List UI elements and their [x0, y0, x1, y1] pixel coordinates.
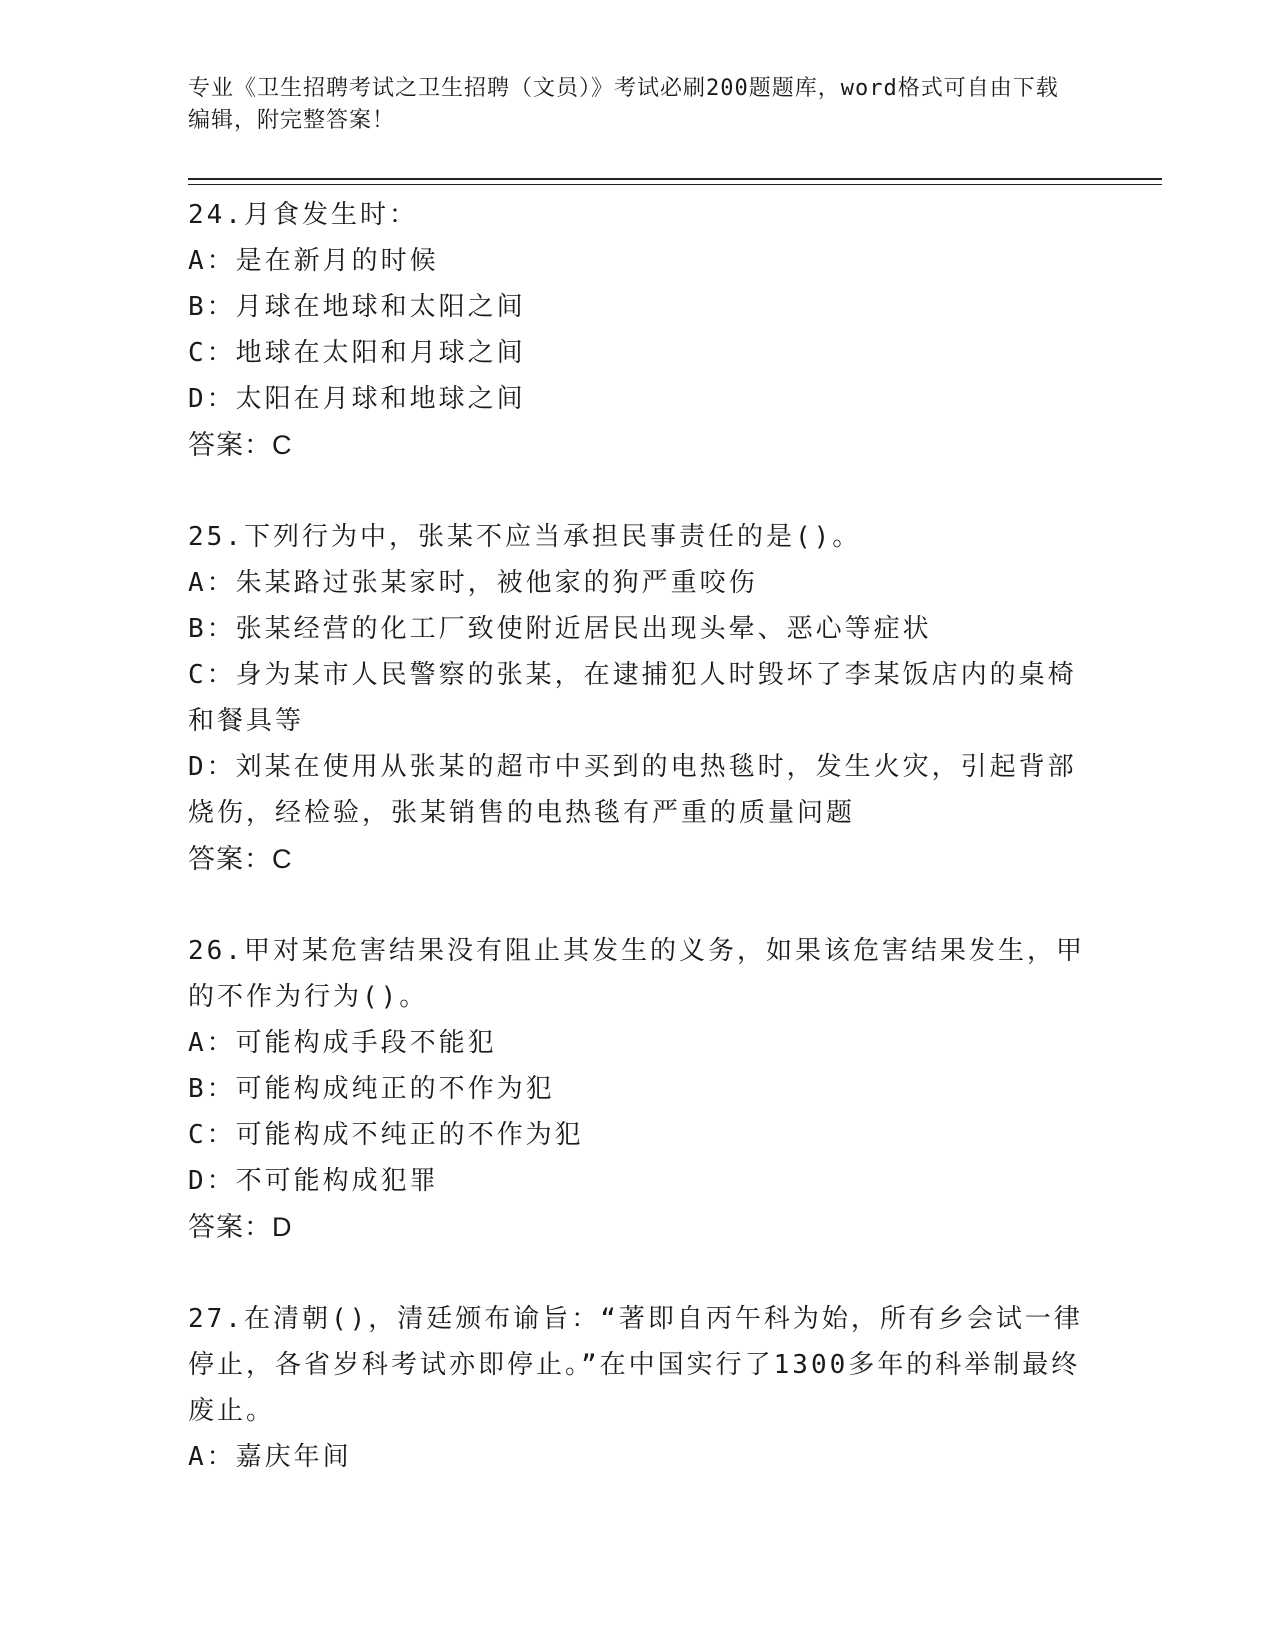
option-d: D：太阳在月球和地球之间	[188, 384, 526, 414]
option-b: B：月球在地球和太阳之间	[188, 292, 526, 322]
option-c: C：可能构成不纯正的不作为犯	[188, 1120, 584, 1150]
question-item	[188, 192, 1088, 468]
option-a: A：是在新月的时候	[188, 246, 439, 276]
answer-line: 答案：C	[188, 430, 293, 460]
question-item	[188, 1296, 1088, 1480]
question-stem: 24.月食发生时：	[188, 200, 418, 230]
option-b: B：可能构成纯正的不作为犯	[188, 1074, 555, 1104]
option-b: B：张某经营的化工厂致使附近居民出现头晕、恶心等症状	[188, 614, 932, 644]
question-item	[188, 514, 1088, 882]
header-divider	[188, 178, 1162, 180]
option-a: A：嘉庆年间	[188, 1442, 352, 1472]
answer-line: 答案：C	[188, 844, 293, 874]
option-d: D：刘某在使用从张某的超市中买到的电热毯时，发生火灾，引起背部烧伤，经检验，张某销售的电热毯有严重的质量问题	[188, 752, 1077, 828]
question-item	[188, 928, 1088, 1250]
option-a: A：可能构成手段不能犯	[188, 1028, 497, 1058]
option-c: C：身为某市人民警察的张某，在逮捕犯人时毁坏了李某饭店内的桌椅和餐具等	[188, 660, 1077, 736]
question-stem: 26.甲对某危害结果没有阻止其发生的义务，如果该危害结果发生，甲的不作为行为()。	[188, 936, 1085, 1012]
option-d: D：不可能构成犯罪	[188, 1166, 439, 1196]
question-stem: 25.下列行为中，张某不应当承担民事责任的是()。	[188, 522, 862, 552]
document-header: 专业《卫生招聘考试之卫生招聘（文员）》考试必刷200题题库，word格式可自由下载编辑，附完整答案！	[188, 76, 1059, 133]
header-divider-thin	[188, 184, 1162, 185]
answer-line: 答案：D	[188, 1212, 293, 1242]
question-stem: 27.在清朝()，清廷颁布谕旨：“著即自丙午科为始，所有乡会试一律停止，各省岁科考试亦即停止。”在中国实行了1300多年的科举制最终废止。	[188, 1304, 1083, 1426]
option-a: A：朱某路过张某家时，被他家的狗严重咬伤	[188, 568, 758, 598]
question-list	[188, 192, 1088, 1526]
option-c: C：地球在太阳和月球之间	[188, 338, 526, 368]
